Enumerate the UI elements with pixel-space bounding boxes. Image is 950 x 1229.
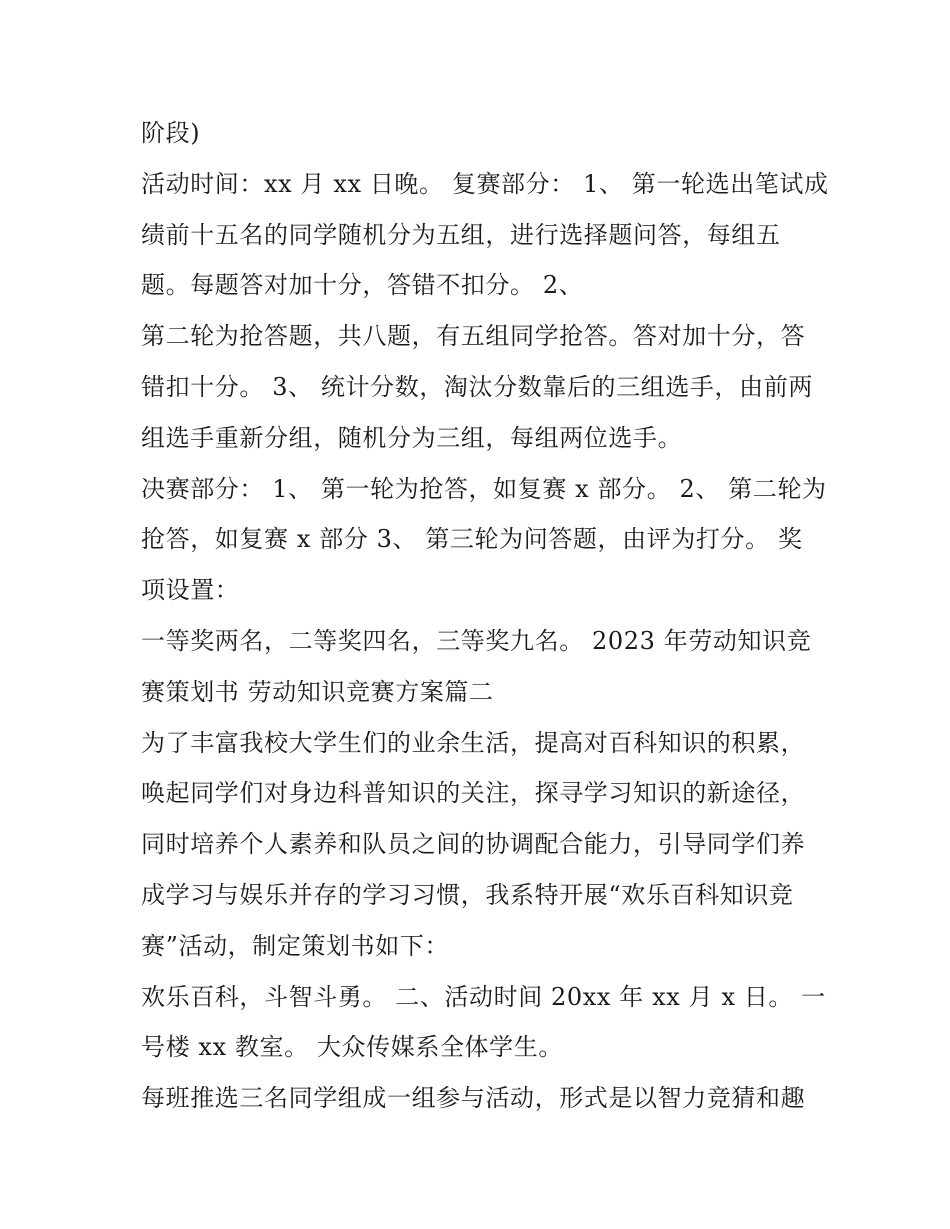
text-line: 一等奖两名，二等奖四名，三等奖九名。 2023 年劳动知识竞 [141,626,812,655]
text-line: 抢答，如复赛 x 部分 3、 第三轮为问答题，由评为打分。 奖 [141,525,803,554]
text-line: 成学习与娱乐并存的学习习惯，我系特开展“欢乐百科知识竞 [141,880,794,909]
text-line: 赛”活动，制定策划书如下： [141,931,450,960]
text-line: 为了丰富我校大学生们的业余生活，提高对百科知识的积累， [141,728,806,757]
text-line: 活动时间：xx 月 xx 日晚。 复赛部分： 1、 第一轮选出笔试成 [141,169,829,198]
body-text [141,108,829,1124]
text-line: 欢乐百科，斗智斗勇。 二、活动时间 20xx 年 xx 月 x 日。 一 [141,982,826,1011]
text-line: 赛策划书 劳动知识竞赛方案篇二 [141,677,494,706]
text-line: 阶段) [141,119,201,147]
text-line: 唤起同学们对身边科普知识的关注，探寻学习知识的新途径， [141,779,806,808]
text-line: 题。每题答对加十分，答错不扣分。 2、 [141,271,584,300]
text-line: 项设置： [141,576,240,605]
text-line: 绩前十五名的同学随机分为五组，进行选择题问答，每组五 [141,220,781,249]
text-line: 决赛部分： 1、 第一轮为抢答，如复赛 x 部分。 2、 第二轮为 [141,474,827,503]
text-line: 错扣十分。 3、 统计分数，淘汰分数靠后的三组选手，由前两 [141,372,813,401]
text-line: 每班推选三名同学组成一组参与活动，形式是以智力竞猜和趣 [141,1084,806,1113]
text-line: 号楼 xx 教室。 大众传媒系全体学生。 [141,1033,563,1062]
text-line: 同时培养个人素养和队员之间的协调配合能力，引导同学们养 [141,830,806,859]
text-line: 组选手重新分组，随机分为三组，每组两位选手。 [141,423,683,452]
text-line: 第二轮为抢答题，共八题，有五组同学抢答。答对加十分，答 [141,322,806,351]
